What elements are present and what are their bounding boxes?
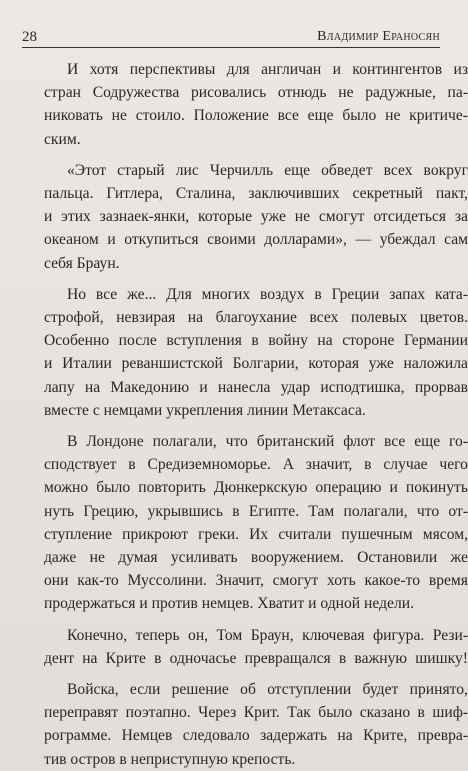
paragraph-gap [72, 670, 444, 678]
text-line: никовать не стоило. Положение все еще было не критиче- [44, 107, 468, 125]
text-line: даже не думая усиливать вооружением. Остановили же [44, 549, 468, 567]
text-line: строфой, невзирая на благоухание всех полевых цветов. [44, 309, 468, 327]
paragraph [44, 430, 468, 616]
text-line: продержаться и против немцев. Хватит и одной недели. [44, 595, 414, 613]
text-line: дент на Крите в одночасье превращался в важную шишку! [44, 649, 468, 667]
text-line: и Италии реваншистской Болгарии, которая уже наложила [44, 355, 468, 373]
paragraph-gap [72, 275, 444, 283]
paragraph [44, 624, 468, 670]
paragraph [44, 283, 468, 422]
author-name: Владимир Ераносян [317, 29, 440, 44]
paragraph [44, 159, 468, 275]
text-line: В Лондоне полагали, что британский флот все еще го- [67, 433, 468, 451]
text-line: океаном и откупиться своими долларами», — убеждал сам [44, 231, 468, 249]
text-line: можно было повторить Дюнкеркскую операцию и покинуть [44, 479, 468, 497]
text-line: стран Содружества рисовались отнюдь не радужные, па- [44, 84, 468, 102]
text-line: Войска, если решение об отступлении будет принято, [67, 681, 468, 699]
paragraph [44, 678, 468, 771]
text-line: нуть Грецию, укрывшись в Египте. Там полагали, что от- [44, 502, 468, 520]
text-line: Конечно, теперь он, Том Браун, ключевая фигура. Рези- [67, 626, 468, 644]
page-number: 28 [22, 29, 37, 45]
body-text [44, 58, 468, 771]
text-line: переправят поэтапно. Через Крит. Так было сказано в шиф- [44, 704, 468, 722]
text-line: рограмме. Немцев следовало задержать на Крите, превра- [44, 727, 468, 745]
paragraph-gap [72, 616, 444, 624]
text-line: сподствует в Средиземноморье. А значит, в случае чего [44, 456, 468, 474]
header-rule [22, 47, 440, 48]
text-line: себя Браун. [44, 254, 120, 272]
text-line: лапу на Македонию и нанесла удар исподтишка, прорвав [44, 378, 468, 396]
text-line: ступление прикроют греки. Их считали пушечным мясом, [44, 525, 468, 543]
text-line: ским. [44, 130, 81, 148]
text-line: вместе с немцами укрепления линии Метаксаса. [44, 401, 366, 419]
text-line: пальца. Гитлера, Сталина, заключивших секретный пакт, [44, 185, 468, 203]
paragraph-gap [72, 422, 444, 430]
text-line: тив остров в неприступную крепость. [44, 750, 296, 768]
text-line: Но все же... Для многих воздух в Греции запах ката- [67, 285, 468, 303]
running-header [22, 28, 440, 48]
paragraph [44, 58, 468, 151]
text-line: и этих зазнаек-янки, которые уже не смогут отсидеться за [44, 208, 468, 226]
text-line: Особенно после вступления в войну на стороне Германии [44, 332, 468, 350]
text-line: «Этот старый лис Черчилль еще обведет всех вокруг [67, 161, 468, 179]
text-line: И хотя перспективы для англичан и контингентов из [67, 61, 468, 78]
paragraph-gap [72, 151, 444, 159]
text-line: они как-то Муссолини. Значит, смогут хоть какое-то время [44, 572, 468, 590]
